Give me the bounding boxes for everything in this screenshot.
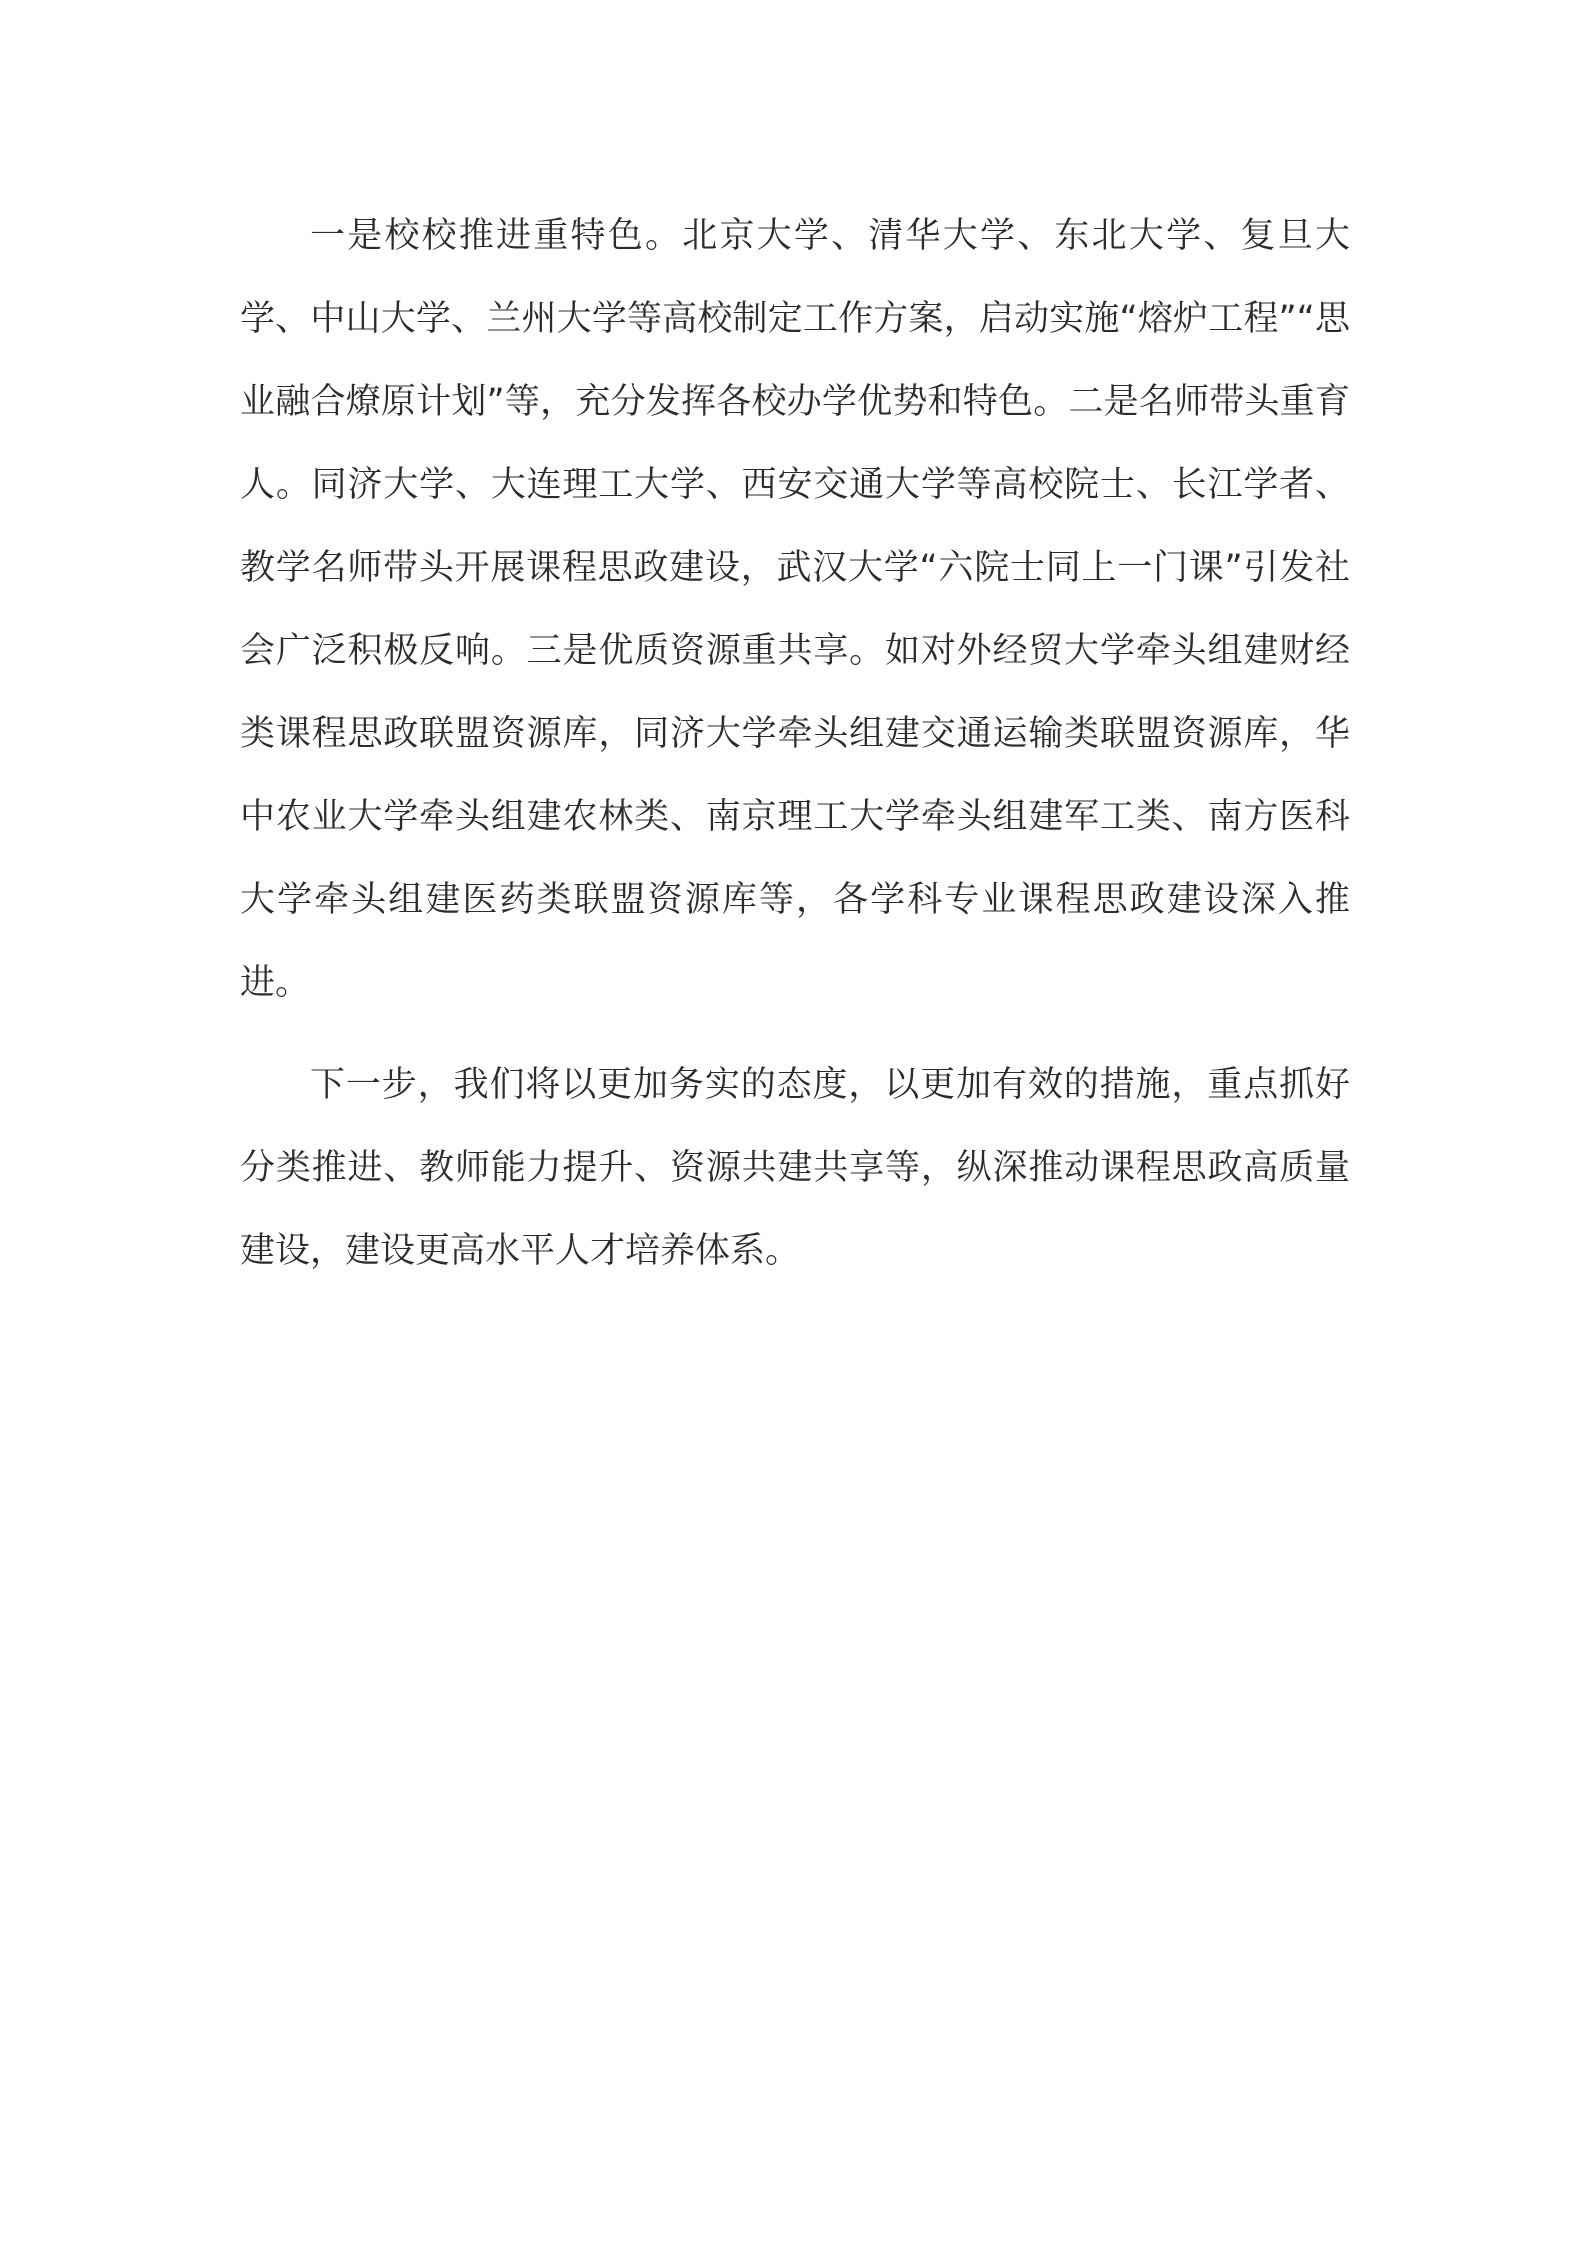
paragraph-next-steps: 下一步，我们将以更加务实的态度，以更加有效的措施，重点抓好分类推进、教师能力提升、资源共建共享等，纵深推动课程思政高质量建设，建设更高水平人才培养体系。: [240, 1065, 1350, 1271]
document-body: [240, 195, 1350, 1293]
paragraph-school-initiatives: 一是校校推进重特色。北京大学、清华大学、东北大学、复旦大学、中山大学、兰州大学等高校制定工作方案，启动实施“熔炉工程”“思业融合燎原计划”等，充分发挥各校办学优势和特色。二是名师带头重育人。同济大学、大连理工大学、西安交通大学等高校院士、长江学者、教学名师带头开展课程思政建设，武汉大学“六院士同上一门课”引发社会广泛积极反响。三是优质资源重共享。如对外经贸大学牵头组建财经类课程思政联盟资源库，同济大学牵头组建交通运输类联盟资源库，华中农业大学牵头组建农林类、南京理工大学牵头组建军工类、南方医科大学牵头组建医药类联盟资源库等，各学科专业课程思政建设深入推进。: [240, 216, 1350, 1003]
